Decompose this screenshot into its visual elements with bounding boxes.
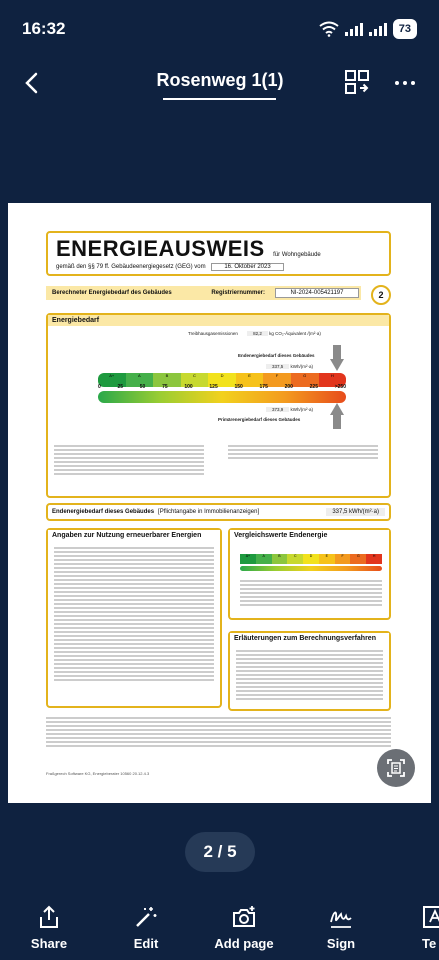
more-options-button[interactable]	[390, 71, 420, 95]
energy-demand-section	[46, 313, 391, 498]
primary-energy-row	[266, 407, 313, 413]
magic-wand-icon	[133, 904, 159, 930]
mini-class: D	[303, 554, 319, 564]
add-page-label: Add page	[214, 936, 274, 951]
law-text: gemäß den §§ 79 ff. Gebäudeenergiegesetz (GEG) vom	[56, 264, 206, 270]
mini-class: B	[272, 554, 288, 564]
mini-class: A+	[240, 554, 256, 564]
page-indicator: 2 / 5	[185, 832, 255, 872]
mini-gradient-bar	[240, 566, 382, 571]
class-f: F	[263, 373, 291, 387]
class-h: H	[319, 373, 347, 387]
emissions-value: 82,2	[247, 331, 268, 336]
class-b: B	[153, 373, 181, 387]
explanation-heading: Erläuterungen zum Berechnungsverfahren	[230, 633, 389, 644]
mini-class: G	[350, 554, 366, 564]
scale-number: 75	[162, 384, 168, 390]
footnotes	[46, 715, 391, 755]
document-title[interactable]: Rosenweg 1(1)	[156, 70, 284, 90]
explanation-section	[228, 631, 391, 711]
edit-button[interactable]	[106, 898, 186, 958]
scale-number: 200	[284, 384, 293, 390]
class-d: D	[208, 373, 236, 387]
requirements-lines-right	[228, 443, 378, 461]
mini-class: F	[335, 554, 351, 564]
final-energy-bar	[46, 503, 391, 521]
share-icon	[36, 904, 62, 930]
final-energy-bar-label: Endenergiebedarf dieses Gebäudes	[52, 509, 155, 515]
bottom-toolbar	[0, 898, 439, 960]
page-grid-icon[interactable]	[343, 68, 371, 96]
text-icon	[422, 904, 439, 930]
add-page-button[interactable]	[204, 898, 284, 958]
energy-gradient-bar	[98, 391, 346, 403]
section-title: Berechneter Energiebedarf des Gebäudes	[52, 290, 172, 296]
final-energy-unit: kWh/(m²·a)	[290, 364, 314, 369]
renewable-heading: Angaben zur Nutzung erneuerbarer Energien	[48, 530, 220, 541]
final-energy-bar-value: 337,5 kWh/(m²·a)	[326, 508, 385, 516]
law-reference	[56, 263, 381, 271]
primary-energy-unit: kWh/(m²·a)	[290, 407, 314, 412]
certificate-header	[46, 231, 391, 276]
scale-number: 50	[139, 384, 146, 390]
registration-label: Registriernummer:	[211, 290, 265, 296]
class-c: C	[181, 373, 209, 387]
primary-energy-arrow-icon	[330, 403, 344, 429]
scale-numbers	[98, 384, 346, 390]
edit-label: Edit	[133, 936, 159, 951]
top-bar	[0, 58, 439, 108]
emissions-row	[188, 331, 321, 337]
status-bar	[0, 0, 439, 58]
emissions-unit: kg CO₂-Äquivalent /(m²·a)	[269, 331, 321, 336]
scale-number: 100	[184, 384, 193, 390]
battery-indicator	[393, 19, 417, 39]
primary-energy-value: 373,9	[266, 407, 289, 412]
scan-button[interactable]	[377, 749, 415, 787]
signature-icon	[328, 904, 354, 930]
scale-number: 0	[98, 384, 101, 390]
comparison-lines	[240, 578, 382, 608]
scale-number: >250	[334, 384, 346, 390]
explanation-lines	[230, 644, 389, 706]
status-icons	[319, 19, 417, 39]
final-energy-label: Endenergiebedarf dieses Gebäudes	[238, 353, 315, 358]
document-page[interactable]	[8, 203, 431, 803]
class-g: G	[291, 373, 319, 387]
scan-icon	[386, 758, 406, 778]
battery-level: 73	[398, 23, 411, 35]
scale-number: 225	[309, 384, 318, 390]
scale-number: 150	[234, 384, 243, 390]
final-energy-value: 337,5	[266, 364, 289, 369]
registration-number: NI-2024-005421197	[275, 288, 359, 298]
final-energy-row	[266, 364, 313, 370]
mini-class: C	[287, 554, 303, 564]
mini-class: E	[319, 554, 335, 564]
wifi-icon	[319, 21, 339, 37]
mini-class: H	[366, 554, 382, 564]
mini-class: A	[256, 554, 272, 564]
class-a: A	[126, 373, 154, 387]
comparison-section	[228, 528, 391, 620]
signal-icon-2	[369, 22, 387, 36]
sign-button[interactable]	[301, 898, 381, 958]
certificate-date: 16. Oktober 2023	[211, 263, 283, 271]
scale-number: 125	[209, 384, 218, 390]
text-button[interactable]	[392, 898, 439, 958]
comparison-heading: Vergleichswerte Endenergie	[230, 530, 389, 541]
signal-icon	[345, 22, 363, 36]
class-a-plus: A+	[98, 373, 126, 387]
title-underline	[163, 98, 276, 100]
back-button[interactable]	[16, 68, 46, 98]
emissions-label: Treibhausgasemissionen	[188, 331, 238, 336]
final-energy-bar-note: [Pflichtangabe in Immobilienanzeigen]	[158, 509, 260, 515]
final-energy-arrow-icon	[330, 345, 344, 371]
requirements-lines-left	[54, 443, 204, 477]
renewable-energy-section	[46, 528, 222, 708]
add-photo-icon	[231, 904, 257, 930]
page-number-badge: 2	[371, 285, 391, 305]
share-button[interactable]	[9, 898, 89, 958]
scale-number: 175	[259, 384, 268, 390]
scale-number: 25	[117, 384, 124, 390]
renewable-content-lines	[48, 541, 220, 687]
energy-demand-heading: Energiebedarf	[48, 315, 389, 326]
primary-energy-label: Primärenergiebedarf dieses Gebäudes	[218, 417, 301, 422]
sign-label: Sign	[326, 936, 356, 951]
certificate-subtitle: für Wohngebäude	[273, 252, 321, 258]
text-label: Te	[422, 936, 437, 951]
software-footer: Fraßgerech Software KG, Energieberater 10560 20.12.4.3	[46, 771, 150, 776]
back-arrow-icon	[24, 72, 38, 94]
share-label: Share	[30, 936, 68, 951]
status-time: 16:32	[22, 19, 66, 38]
certificate-title: ENERGIEAUSWEIS	[56, 236, 265, 261]
class-e: E	[236, 373, 264, 387]
mini-class-scale	[240, 554, 382, 564]
